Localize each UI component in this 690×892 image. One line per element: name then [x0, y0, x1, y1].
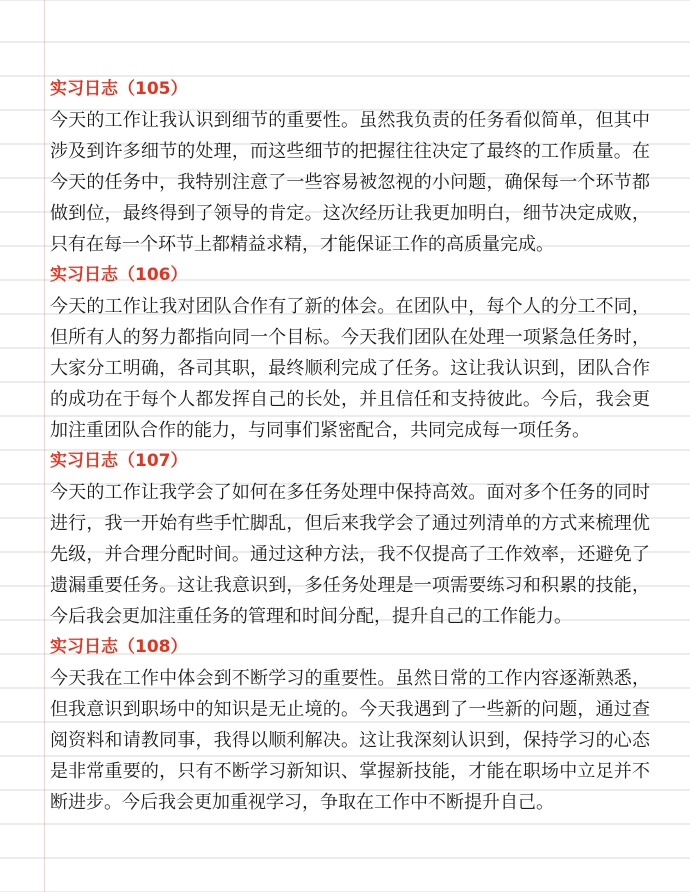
journal-entry-108 — [50, 632, 650, 818]
entry-title: 实习日志（106） — [50, 265, 188, 285]
entry-body: 今天的工作让我学会了如何在多任务处理中保持高效。面对多个任务的同时进行，我一开始有些手忙脚乱，但后来我学会了通过列清单的方式来梳理优先级，并合理分配时间。通过这种方法，我不仅提高了工作效率，还避免了遗漏重要任务。这让我意识到，多任务处理是一项需要练习和积累的技能，今后我会更加注重任务的管理和时间分配，提升自己的工作能力。 — [50, 482, 650, 627]
journal-entry-107 — [50, 446, 650, 632]
margin-rule — [44, 0, 45, 892]
entry-title: 实习日志（107） — [50, 451, 188, 471]
entry-body: 今天的工作让我认识到细节的重要性。虽然我负责的任务看似简单，但其中涉及到许多细节的处理，而这些细节的把握往往决定了最终的工作质量。在今天的任务中，我特别注意了一些容易被忽视的小问题，确保每一个环节都做到位，最终得到了领导的肯定。这次经历让我更加明白，细节决定成败，只有在每一个环节上都精益求精，才能保证工作的高质量完成。 — [50, 110, 650, 255]
journal-entry-106 — [50, 260, 650, 446]
entry-body: 今天我在工作中体会到不断学习的重要性。虽然日常的工作内容逐渐熟悉，但我意识到职场中的知识是无止境的。今天我遇到了一些新的问题，通过查阅资料和请教同事，我得以顺利解决。这让我深刻认识到，保持学习的心态是非常重要的，只有不断学习新知识、掌握新技能，才能在职场中立足并不断进步。今后我会更加重视学习，争取在工作中不断提升自己。 — [50, 668, 650, 813]
journal-content — [50, 74, 650, 818]
entry-title: 实习日志（105） — [50, 79, 188, 99]
entry-title: 实习日志（108） — [50, 637, 188, 657]
entry-body: 今天的工作让我对团队合作有了新的体会。在团队中，每个人的分工不同，但所有人的努力都指向同一个目标。今天我们团队在处理一项紧急任务时，大家分工明确，各司其职，最终顺利完成了任务。这让我认识到，团队合作的成功在于每个人都发挥自己的长处，并且信任和支持彼此。今后，我会更加注重团队合作的能力，与同事们紧密配合，共同完成每一项任务。 — [50, 296, 650, 441]
journal-entry-105 — [50, 74, 650, 260]
